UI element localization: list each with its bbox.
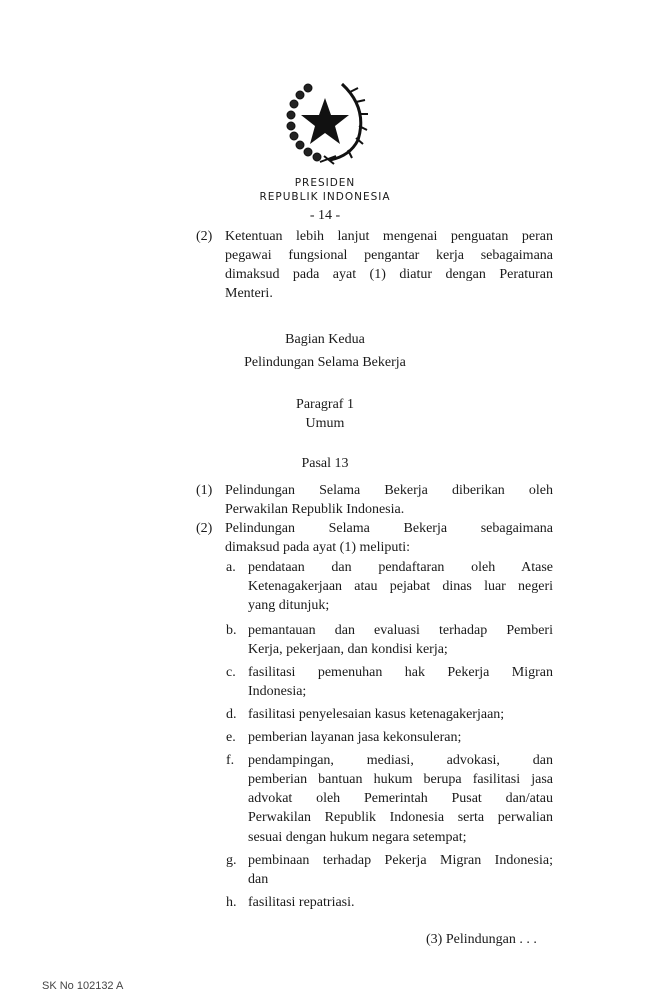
paragraf-title: Paragraf 1	[296, 397, 354, 412]
list-item-label: e.	[226, 730, 236, 745]
list-item-line: fasilitasi pemenuhan hak Pekerja Migran	[248, 665, 553, 680]
ayat-label: (1)	[196, 483, 213, 498]
text-line: dimaksud pada ayat (1) meliputi:	[225, 540, 411, 555]
list-item-line: advokat oleh Pemerintah Pusat dan/atau	[248, 791, 553, 806]
list-item-line: pemantauan dan evaluasi terhadap Pemberi	[248, 623, 553, 638]
ayat-label: (2)	[196, 229, 213, 244]
list-item-line: Ketenagakerjaan atau pejabat dinas luar negeri	[248, 579, 553, 594]
list-item-line: yang ditunjuk;	[248, 598, 330, 613]
list-item-line: sesuai dengan hukum negara setempat;	[248, 830, 467, 845]
paragraf-subtitle: Umum	[305, 416, 345, 431]
list-item-label: b.	[226, 623, 237, 638]
list-item-line: pendampingan, mediasi, advokasi, dan	[248, 753, 553, 768]
list-item-line: Kerja, pekerjaan, dan kondisi kerja;	[248, 642, 448, 657]
pasal-title: Pasal 13	[301, 456, 349, 471]
text-line: pegawai fungsional pengantar kerja sebagaimana	[225, 248, 553, 263]
list-item-line: pemberian layanan jasa kekonsuleran;	[248, 730, 462, 745]
section-title: Bagian Kedua	[285, 332, 365, 347]
list-item-line: fasilitasi penyelesaian kasus ketenagakerjaan;	[248, 707, 505, 722]
text-line: Menteri.	[225, 286, 273, 301]
list-item-label: a.	[226, 560, 236, 575]
list-item-line: pembinaan terhadap Pekerja Migran Indonesia;	[248, 853, 553, 868]
presidential-seal-emblem	[280, 78, 370, 168]
page-number: - 14 -	[309, 208, 341, 223]
list-item-line: dan	[248, 872, 269, 887]
ayat-label: (2)	[196, 521, 213, 536]
text-line: Ketentuan lebih lanjut mengenai penguatan peran	[225, 229, 553, 244]
footer-code: SK No 102132 A	[42, 980, 124, 992]
list-item-label: c.	[226, 665, 236, 680]
list-item-line: Indonesia;	[248, 684, 307, 699]
list-item-label: g.	[226, 853, 237, 868]
list-item-label: d.	[226, 707, 237, 722]
list-item-line: fasilitasi repatriasi.	[248, 895, 355, 910]
header-republic: REPUBLIK INDONESIA	[259, 191, 391, 203]
list-item-line: pendataan dan pendaftaran oleh Atase	[248, 560, 553, 575]
text-line: Perwakilan Republik Indonesia.	[225, 502, 405, 517]
list-item-label: f.	[226, 753, 235, 768]
section-subtitle: Pelindungan Selama Bekerja	[244, 355, 406, 370]
text-line: dimaksud pada ayat (1) diatur dengan Peraturan	[225, 267, 553, 282]
list-item-line: Perwakilan Republik Indonesia serta perwalian	[248, 810, 553, 825]
header-president: PRESIDEN	[294, 177, 356, 189]
continuation-text: (3) Pelindungan . . .	[426, 932, 537, 947]
text-line: Pelindungan Selama Bekerja sebagaimana	[225, 521, 553, 536]
list-item-label: h.	[226, 895, 237, 910]
list-item-line: pemberian bantuan hukum berupa fasilitasi jasa	[248, 772, 553, 787]
text-line: Pelindungan Selama Bekerja diberikan oleh	[225, 483, 553, 498]
